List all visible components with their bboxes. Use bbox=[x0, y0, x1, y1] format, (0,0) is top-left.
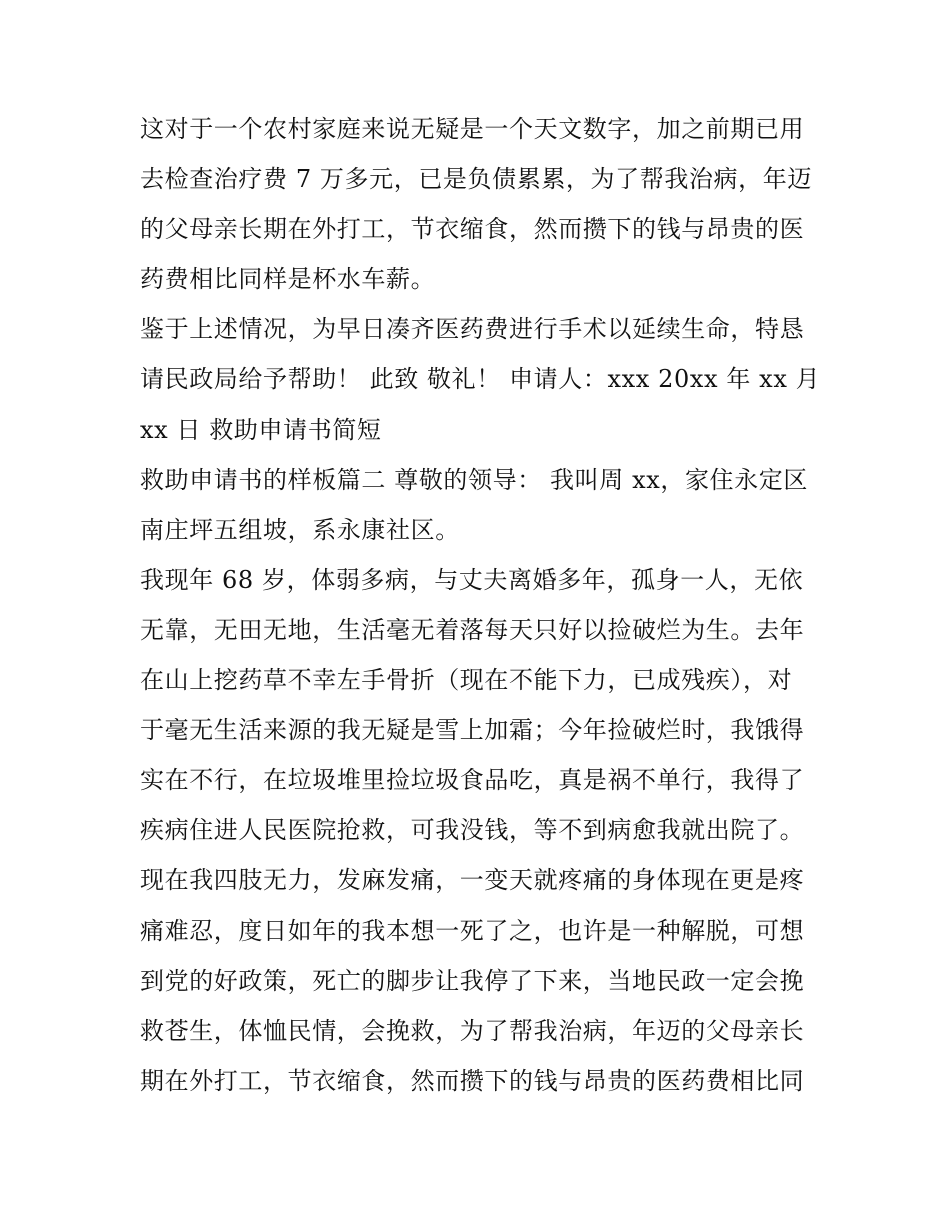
text-line: 救助申请书的样板篇二 尊敬的领导： 我叫周 xx，家住永定区 bbox=[140, 465, 808, 494]
text-line: 无靠，无田无地，生活毫无着落每天只好以捡破烂为生。去年 bbox=[140, 615, 805, 644]
text-line: 现在我四肢无力，发麻发痛，一变天就疼痛的身体现在更是疼 bbox=[140, 866, 805, 895]
text-line: xx 日 救助申请书简短 bbox=[140, 415, 382, 444]
text-line: 我现年 68 岁，体弱多病，与丈夫离婚多年，孤身一人，无依 bbox=[140, 565, 804, 594]
text-line: 救苍生，体恤民情，会挽救，为了帮我治病，年迈的父母亲长 bbox=[140, 1016, 805, 1045]
text-line: 药费相比同样是杯水车薪。 bbox=[140, 265, 436, 294]
text-line: 到党的好政策，死亡的脚步让我停了下来，当地民政一定会挽 bbox=[140, 966, 805, 995]
text-line: 于毫无生活来源的我无疑是雪上加霜；今年捡破烂时，我饿得 bbox=[140, 716, 805, 745]
text-line: 请民政局给予帮助！ 此致 敬礼！ 申请人：xxx 20xx 年 xx 月 bbox=[140, 365, 821, 394]
text-line: 在山上挖药草不幸左手骨折（现在不能下力，已成残疾），对 bbox=[140, 666, 793, 695]
text-line: 去检查治疗费 7 万多元，已是负债累累，为了帮我治病，年迈 bbox=[140, 165, 812, 194]
text-line: 疾病住进人民医院抢救，可我没钱，等不到病愈我就出院了。 bbox=[140, 816, 805, 845]
text-line: 期在外打工，节衣缩食，然而攒下的钱与昂贵的医药费相比同 bbox=[140, 1066, 805, 1095]
text-line: 南庄坪五组坡，系永康社区。 bbox=[140, 515, 460, 544]
text-line: 这对于一个农村家庭来说无疑是一个天文数字，加之前期已用 bbox=[140, 115, 805, 143]
document-body bbox=[140, 110, 820, 1112]
text-line: 的父母亲长期在外打工，节衣缩食，然而攒下的钱与昂贵的医 bbox=[140, 215, 805, 244]
text-line: 鉴于上述情况，为早日凑齐医药费进行手术以延续生命，特恳 bbox=[140, 315, 805, 344]
text-line: 痛难忍，度日如年的我本想一死了之，也许是一种解脱，可想 bbox=[140, 916, 805, 945]
text-line: 实在不行，在垃圾堆里捡垃圾食品吃，真是祸不单行，我得了 bbox=[140, 766, 805, 795]
